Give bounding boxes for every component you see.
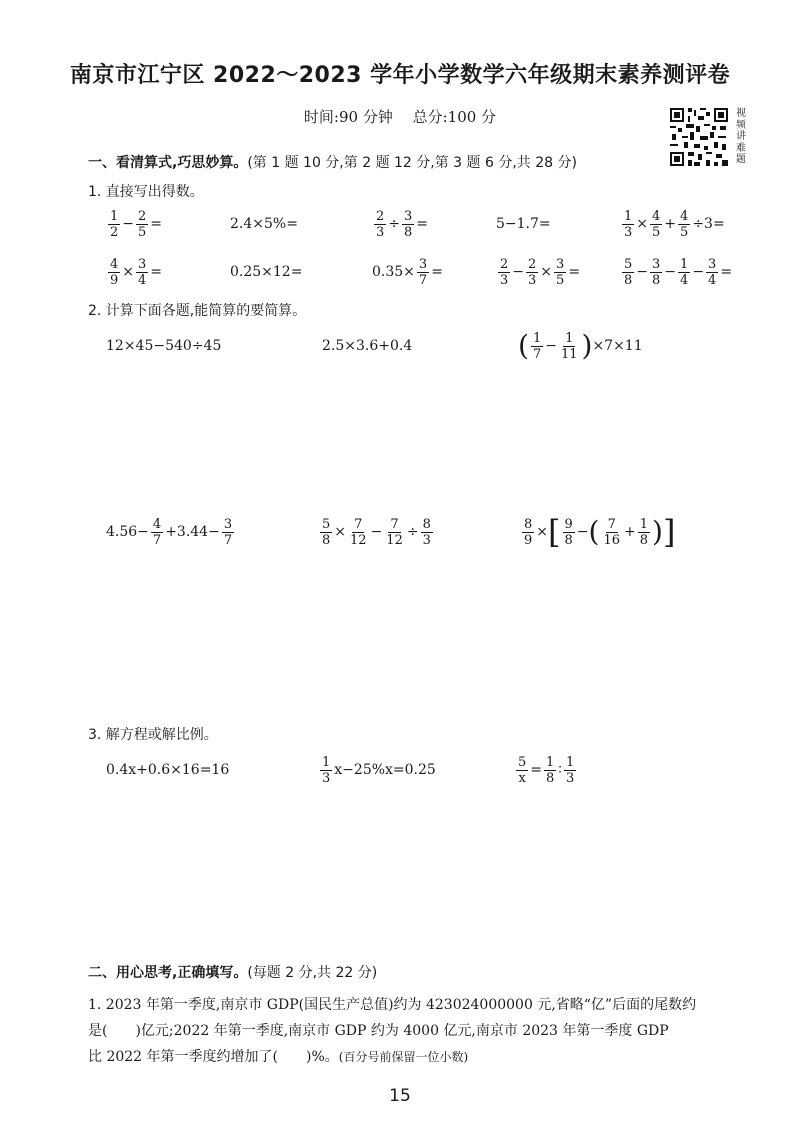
fraction: $\frac{1}{4}$: [680, 256, 689, 288]
fraction: $\frac{5}{8}$: [322, 516, 331, 548]
q3-equation-2: $\frac{1}{3}$ x−25%x=0.25: [322, 754, 436, 786]
q2-expr-5: $\frac{5}{8}$ × $\frac{7}{12}$ − $\frac{7}{12}$ ÷ $\frac{8}{3}$: [322, 516, 431, 548]
question-1-label: 1. 直接写出得数。: [88, 184, 204, 200]
fraction: $\frac{4}{5}$: [680, 208, 689, 240]
q2-expr-6: $\frac{8}{9}$ × [ $\frac{9}{8}$ − ( $\frac{7}{16}$ + $\frac{1}{8}$ ) ]: [524, 513, 676, 551]
fraction: $\frac{3}{4}$: [708, 256, 717, 288]
fraction: $\frac{7}{16}$: [603, 516, 620, 548]
s2-q1-line-1: 1. 2023 年第一季度,南京市 GDP(国民生产总值)约为 423024000000 元,省略“亿”后面的尾数约: [88, 997, 697, 1013]
fraction: $\frac{3}{8}$: [652, 256, 661, 288]
question-3-label: 3. 解方程或解比例。: [88, 727, 218, 743]
section-2-title: 二、用心思考,正确填写。: [88, 965, 248, 981]
q2-expr-4: 4.56− $\frac{4}{7}$ +3.44− $\frac{3}{7}$: [106, 516, 233, 548]
fraction: $\frac{2}{3}$: [528, 256, 537, 288]
exam-time-and-score: 时间:90 分钟 总分:100 分: [303, 108, 497, 126]
s2-q1-line-3: 比 2022 年第一季度约增加了( )%。(百分号前保留一位小数): [88, 1049, 469, 1065]
fraction: $\frac{7}{12}$: [350, 516, 367, 548]
fraction: $\frac{1}{7}$: [532, 330, 542, 362]
fraction: $\frac{9}{8}$: [564, 516, 573, 548]
fraction: $\frac{5}{8}$: [624, 256, 633, 288]
section-1-title: 一、看清算式,巧思妙算。: [88, 155, 248, 171]
fraction: $\frac{3}{5}$: [556, 256, 565, 288]
section-1-heading: [88, 152, 577, 172]
q1-expr-7: 0.25×12=: [230, 264, 303, 280]
fraction: $\frac{7}{12}$: [386, 516, 403, 548]
fraction: $\frac{1}{8}$: [639, 516, 649, 548]
fraction: $\frac{3}{4}$: [138, 256, 147, 288]
q1-expr-3: $\frac{2}{3}$ ÷ $\frac{3}{8}$ =: [376, 208, 429, 240]
section-1-points: (第 1 题 10 分,第 2 题 12 分,第 3 题 6 分,共 28 分): [247, 155, 577, 171]
question-2-label: 2. 计算下面各题,能简算的要简算。: [88, 303, 307, 319]
fraction: $\frac{1}{2}$: [110, 208, 119, 240]
fraction: $\frac{2}{3}$: [376, 208, 385, 240]
q1-expr-1: $\frac{1}{2}$ − $\frac{2}{5}$ =: [110, 208, 163, 240]
qr-video-label: 视频讲难题: [736, 108, 746, 165]
page-number: 15: [389, 1086, 411, 1106]
q2-expr-2: 2.5×3.6+0.4: [322, 338, 413, 354]
fraction: $\frac{8}{9}$: [524, 516, 533, 548]
fraction: $\frac{1}{3}$: [322, 754, 331, 786]
s2-q1-line-2: 是( )亿元;2022 年第一季度,南京市 GDP 约为 4000 亿元,南京市 2023 年第一季度 GDP: [88, 1023, 669, 1039]
fraction: $\frac{8}{3}$: [422, 516, 431, 548]
fraction: $\frac{1}{3}$: [565, 754, 575, 786]
q3-proportion: $\frac{5}{x}$ = $\frac{1}{8}$ ∶ $\frac{1}{3}$: [518, 754, 575, 786]
page-title: 南京市江宁区 2022～2023 学年小学数学六年级期末素养测评卷: [69, 63, 731, 88]
fraction: $\frac{1}{8}$: [546, 754, 555, 786]
fraction: $\frac{3}{8}$: [404, 208, 413, 240]
q2-expr-1: 12×45−540÷45: [106, 338, 222, 354]
fraction: $\frac{3}{7}$: [418, 256, 428, 288]
q1-expr-2: 2.4×5%=: [230, 216, 298, 232]
q1-expr-10: $\frac{5}{8}$ − $\frac{3}{8}$ − $\frac{1}{4}$ − $\frac{3}{4}$ =: [624, 256, 733, 288]
fraction: $\frac{4}{7}$: [152, 516, 162, 548]
q1-expr-6: $\frac{4}{9}$ × $\frac{3}{4}$ =: [110, 256, 163, 288]
fraction: $\frac{1}{11}$: [560, 330, 578, 362]
section-2-question-1: [88, 992, 760, 1070]
fraction: $\frac{4}{9}$: [110, 256, 119, 288]
qr-code-icon[interactable]: [668, 106, 730, 168]
section-2-heading: [88, 962, 377, 982]
q1-expr-9: $\frac{2}{3}$ − $\frac{2}{3}$ × $\frac{3}{5}$ =: [500, 256, 581, 288]
q1-expr-4: 5−1.7=: [496, 216, 551, 232]
q1-expr-5: $\frac{1}{3}$ × $\frac{4}{5}$ + $\frac{4}{5}$ ÷3=: [624, 208, 725, 240]
q1-expr-8: 0.35× $\frac{3}{7}$ =: [372, 256, 443, 288]
q3-equation-1: 0.4x+0.6×16=16: [106, 762, 230, 778]
fraction: $\frac{4}{5}$: [652, 208, 661, 240]
fraction: $\frac{2}{3}$: [500, 256, 509, 288]
q2-expr-3: ( $\frac{1}{7}$ − $\frac{1}{11}$ ) ×7×11: [518, 329, 643, 362]
fraction: $\frac{5}{x}$: [518, 754, 527, 786]
fraction: $\frac{1}{3}$: [624, 208, 633, 240]
rounding-note: (百分号前保留一位小数): [338, 1050, 469, 1064]
section-2-points: (每题 2 分,共 22 分): [247, 965, 378, 981]
fraction: $\frac{2}{5}$: [138, 208, 147, 240]
fraction: $\frac{3}{7}$: [223, 516, 233, 548]
